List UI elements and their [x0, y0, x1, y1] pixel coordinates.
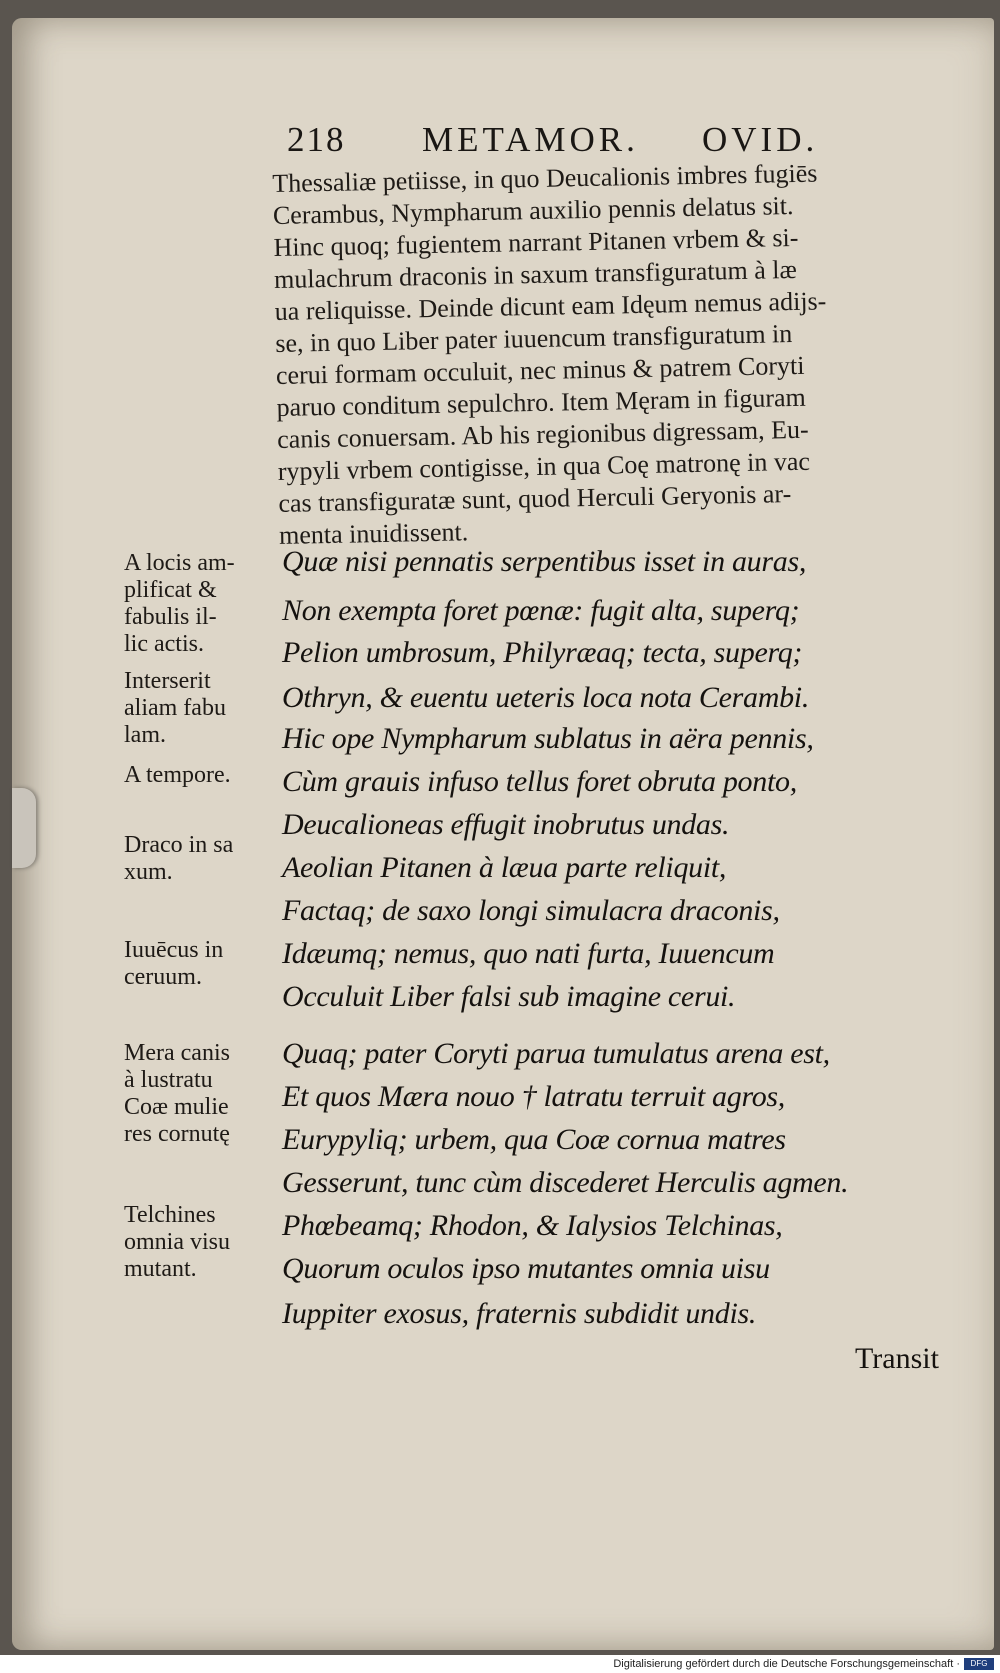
- verse-line: Pelion umbrosum, Philyræaq; tecta, superq;: [282, 636, 803, 669]
- commentary-block: [272, 155, 959, 552]
- margin-note: [124, 832, 284, 886]
- margin-note-line: A locis am-: [124, 550, 235, 576]
- margin-note: [124, 937, 284, 991]
- commentary-line: se, in quo Liber pater iuuencum transfiguratum in: [275, 319, 793, 358]
- verse-line: Aeolian Pitanen à læua parte reliquit,: [282, 851, 727, 884]
- commentary-line: cas transfiguratæ sunt, quod Herculi Geryonis ar-: [278, 479, 792, 518]
- commentary-line: rypyli vrbem contigisse, in qua Coę matronę in vac: [277, 446, 811, 486]
- header-title-left: METAMOR.: [422, 120, 639, 159]
- verse-line: Phœbeamq; Rhodon, & Ialysios Telchinas,: [282, 1209, 783, 1242]
- commentary-line: canis conuersam. Ab his regionibus digressam, Eu-: [276, 414, 809, 454]
- book-clasp: [12, 788, 36, 868]
- margin-note: [124, 550, 284, 658]
- commentary-line: paruo conditum sepulchro. Item Męram in figuram: [276, 382, 807, 422]
- commentary-line: ua reliquisse. Deinde dicunt eam Idęum nemus adijs-: [274, 286, 827, 326]
- margin-note-line: xum.: [124, 859, 173, 885]
- margin-note-line: Iuuēcus in: [124, 937, 224, 963]
- commentary-line: Cerambus, Nympharum auxilio pennis delatus sit.: [272, 190, 794, 230]
- verse-line: Iuppiter exosus, fraternis subdidit undis.: [282, 1297, 757, 1330]
- margin-note-line: A tempore.: [124, 762, 231, 788]
- margin-note-line: à lustratu: [124, 1067, 213, 1093]
- margin-note-line: fabulis il-: [124, 604, 217, 630]
- commentary-line: Hinc quoq; fugientem narrant Pitanen vrbem & si-: [273, 222, 799, 262]
- verse-line: Non exempta foret pœnæ: fugit alta, superq;: [282, 594, 800, 627]
- margin-note: [124, 668, 284, 749]
- margin-note-line: lic actis.: [124, 631, 204, 657]
- verse-line: Hic ope Nympharum sublatus in aëra pennis,: [282, 722, 814, 755]
- verse-line: Eurypyliq; urbem, qua Coæ cornua matres: [282, 1123, 786, 1156]
- footer-bar: [0, 1655, 1000, 1673]
- verse-line: Occuluit Liber falsi sub imagine cerui.: [282, 980, 736, 1013]
- dfg-logo: DFG: [964, 1658, 994, 1670]
- margin-note: [124, 1040, 284, 1094]
- verse-line: Et quos Mæra nouo † latratu terruit agros,: [282, 1080, 785, 1113]
- page-number: 218: [287, 120, 346, 159]
- margin-note-line: plificat &: [124, 577, 217, 603]
- margin-note-line: ceruum.: [124, 964, 202, 990]
- verse-line: Quæ nisi pennatis serpentibus isset in auras,: [282, 545, 807, 578]
- catchword: Transit: [855, 1342, 939, 1375]
- margin-note: [124, 1202, 284, 1283]
- header-title-right: OVID.: [702, 120, 819, 159]
- verse-line: Quaq; pater Coryti parua tumulatus arena est,: [282, 1037, 830, 1070]
- margin-note-line: mutant.: [124, 1256, 197, 1282]
- margin-note-line: Interserit: [124, 668, 211, 694]
- commentary-line: menta inuidissent.: [278, 517, 469, 550]
- verse-line: Quorum oculos ipso mutantes omnia uisu: [282, 1252, 770, 1285]
- verse-line: Othryn, & euentu ueteris loca nota Cerambi.: [282, 681, 810, 714]
- margin-note-line: aliam fabu: [124, 695, 226, 721]
- commentary-line: cerui formam occuluit, nec minus & patrem Coryti: [275, 350, 805, 390]
- verse-line: Gesserunt, tunc cùm discederet Herculis agmen.: [282, 1166, 849, 1199]
- footer-credit: Digitalisierung gefördert durch die Deutsche Forschungsgemeinschaft ·: [613, 1658, 960, 1670]
- margin-note-line: Coæ mulie: [124, 1094, 229, 1120]
- verse-line: Cùm grauis infuso tellus foret obruta ponto,: [282, 765, 797, 798]
- margin-note-line: Mera canis: [124, 1040, 230, 1066]
- verse-line: Factaq; de saxo longi simulacra draconis,: [282, 894, 780, 927]
- margin-note-line: res cornutę: [124, 1121, 230, 1147]
- margin-note: [124, 1094, 284, 1148]
- commentary-line: Thessaliæ petiisse, in quo Deucalionis imbres fugiēs: [272, 158, 818, 198]
- margin-note-line: omnia visu: [124, 1229, 230, 1255]
- verse-line: Idæumq; nemus, quo nati furta, Iuuencum: [282, 937, 775, 970]
- margin-note: [124, 762, 284, 789]
- margin-note-line: Telchines: [124, 1202, 216, 1228]
- commentary-line: mulachrum draconis in saxum transfiguratum à læ: [273, 254, 798, 294]
- margin-note-line: lam.: [124, 722, 166, 748]
- verse-line: Deucalioneas effugit inobrutus undas.: [282, 808, 730, 841]
- margin-note-line: Draco in sa: [124, 832, 234, 858]
